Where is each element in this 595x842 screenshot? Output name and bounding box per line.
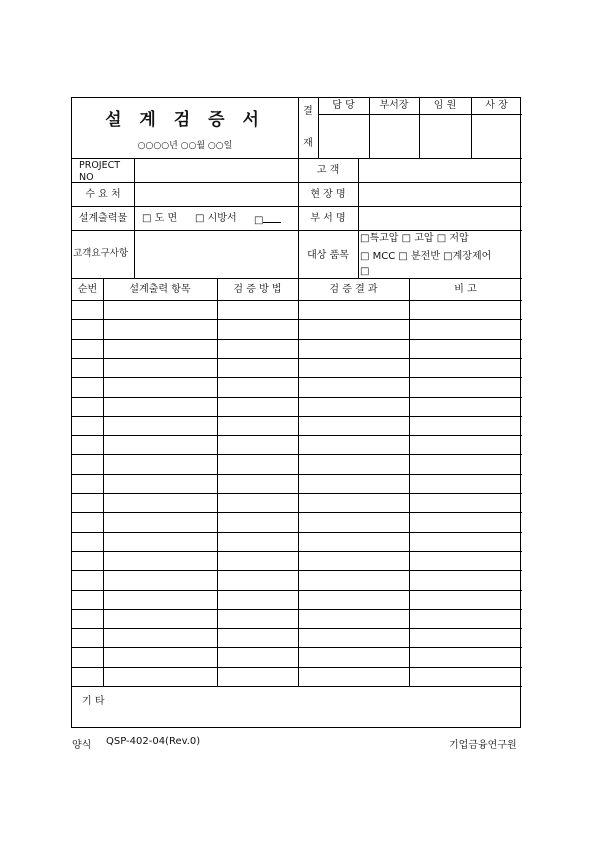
table-row[interactable] xyxy=(72,435,522,454)
output-label: 설계출력물 xyxy=(78,213,128,224)
target-options-row1[interactable]: □특고압 □ 고압 □ 저압 xyxy=(360,233,469,244)
target-label: 대상 품목 xyxy=(307,250,349,261)
table-row[interactable] xyxy=(72,570,522,589)
table-row[interactable] xyxy=(72,493,522,512)
approval-label-top: 결 xyxy=(303,106,313,117)
table-row[interactable] xyxy=(72,416,522,435)
table-row[interactable] xyxy=(72,532,522,551)
table-row[interactable] xyxy=(72,628,522,647)
table-row[interactable] xyxy=(72,512,522,531)
buyer-label: 수 요 처 xyxy=(85,189,121,200)
table-row[interactable] xyxy=(72,339,522,358)
target-options-row2[interactable]: □ MCC □ 분전반 □계장제어 xyxy=(360,251,492,262)
output-option-drawing[interactable]: □ 도 면 xyxy=(142,213,178,224)
form-code: QSP-402-04(Rev.0) xyxy=(106,736,201,747)
table-row[interactable] xyxy=(72,551,522,570)
date-line: ○○○○년 ○○월 ○○일 xyxy=(137,141,233,151)
output-other-blank[interactable] xyxy=(263,213,281,223)
table-row[interactable] xyxy=(72,667,522,686)
table-header-remarks: 비 고 xyxy=(454,284,477,295)
verification-form xyxy=(71,97,521,728)
table-row[interactable] xyxy=(72,358,522,377)
output-option-other[interactable]: □ xyxy=(254,213,281,227)
table-header-item: 설계출력 항목 xyxy=(129,284,191,295)
table-row[interactable] xyxy=(72,300,522,319)
approval-col-staff: 담 당 xyxy=(332,100,355,111)
organization-name: 기업금융연구원 xyxy=(449,740,517,751)
table-row[interactable] xyxy=(72,454,522,473)
etc-label: 기 타 xyxy=(82,696,105,707)
dept-label: 부 서 명 xyxy=(310,213,346,224)
client-label: 고 객 xyxy=(316,165,340,176)
table-row[interactable] xyxy=(72,377,522,396)
project-no-label: PROJECT NO xyxy=(79,160,121,182)
approval-col-executive: 임 원 xyxy=(433,100,457,111)
target-options-row3[interactable]: □ xyxy=(360,266,370,277)
approval-col-manager: 부서장 xyxy=(379,100,409,111)
table-row[interactable] xyxy=(72,647,522,666)
form-label: 양식 xyxy=(72,740,92,751)
table-row[interactable] xyxy=(72,590,522,609)
table-row[interactable] xyxy=(72,474,522,493)
approval-label-bottom: 재 xyxy=(303,138,313,149)
form-title: 설 계 검 증 서 xyxy=(105,110,265,130)
table-header-result: 검 증 결 과 xyxy=(329,284,378,295)
output-option-spec[interactable]: □ 시방서 xyxy=(195,213,237,224)
table-header-no: 순번 xyxy=(77,284,98,295)
table-row[interactable] xyxy=(72,609,522,628)
approval-col-president: 사 장 xyxy=(485,100,508,111)
site-label: 현 장 명 xyxy=(310,189,346,200)
table-header-method: 검 증 방 법 xyxy=(233,284,282,295)
table-row[interactable] xyxy=(72,397,522,416)
table-row[interactable] xyxy=(72,319,522,338)
requirements-label: 고객요구사항 xyxy=(73,248,129,259)
